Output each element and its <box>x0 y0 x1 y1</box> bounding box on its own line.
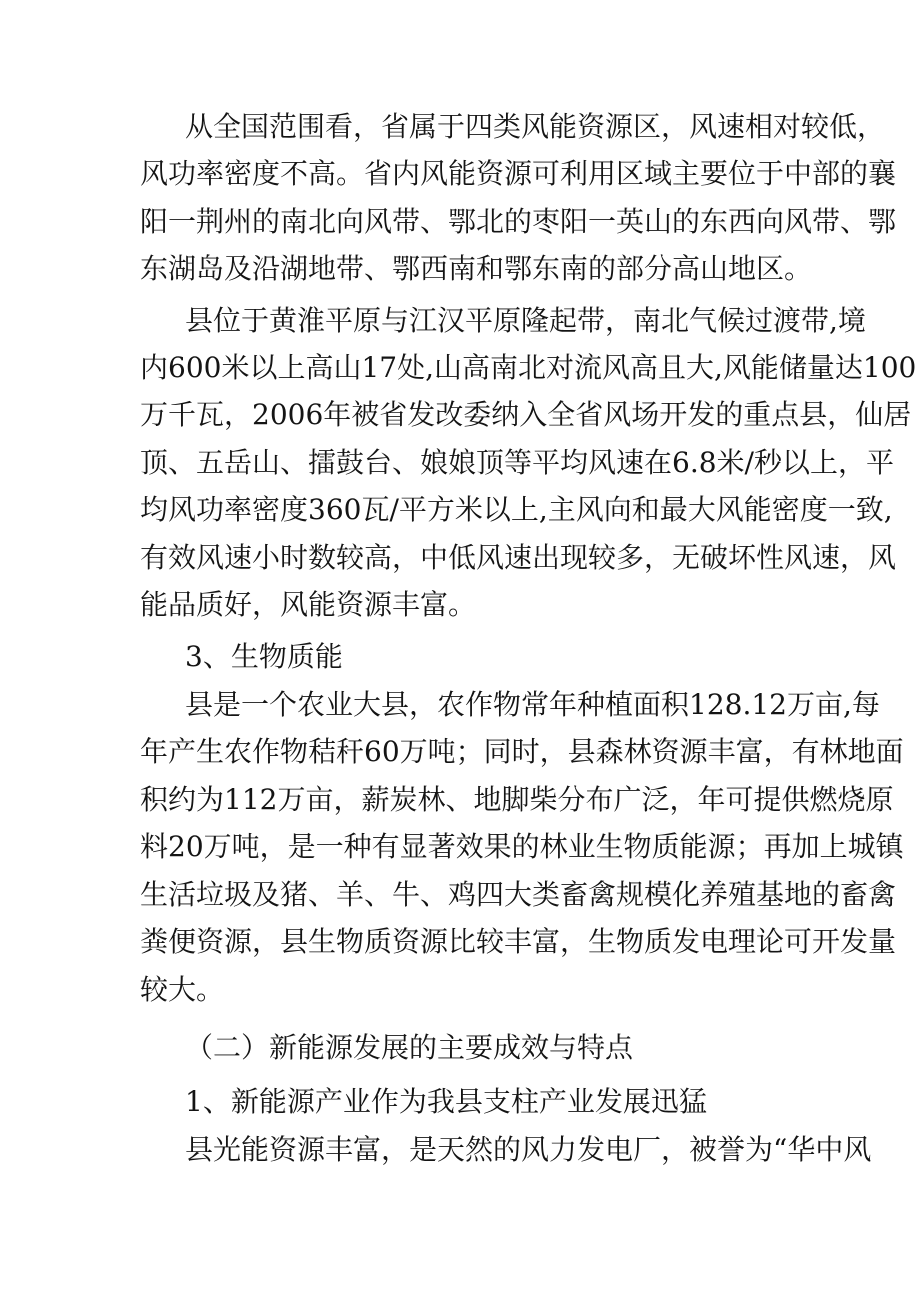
paragraph-line: 从全国范围看，省属于四类风能资源区，风速相对较低， <box>185 110 886 143</box>
paragraph-line: 东湖岛及沿湖地带、鄂西南和鄂东南的部分高山地区。 <box>140 252 813 285</box>
section-heading-achievements: （二）新能源发展的主要成效与特点 <box>185 1031 634 1064</box>
paragraph-line: 万千瓦，2006年被省发改委纳入全省风场开发的重点县，仙居 <box>140 398 912 431</box>
paragraph-line: 较大。 <box>140 973 225 1006</box>
paragraph-line: 内600米以上高山17处,山高南北对流风高且大,风能储量达100 <box>140 351 917 384</box>
paragraph-line: 能品质好，风能资源丰富。 <box>140 588 477 621</box>
paragraph-line: 生活垃圾及猪、羊、牛、鸡四大类畜禽规模化养殖基地的畜禽 <box>140 878 897 911</box>
paragraph-line: 均风功率密度360瓦/平方米以上,主风向和最大风能密度一致, <box>140 493 893 526</box>
item-heading-industry: 1、新能源产业作为我县支柱产业发展迅猛 <box>185 1085 707 1118</box>
paragraph-line: 有效风速小时数较高，中低风速出现较多，无破坏性风速，风 <box>140 541 897 574</box>
section-heading-biomass: 3、生物质能 <box>185 640 343 673</box>
paragraph-line: 县位于黄淮平原与江汉平原隆起带，南北气候过渡带,境 <box>185 304 866 337</box>
paragraph-line: 顶、五岳山、擂鼓台、娘娘顶等平均风速在6.8米/秒以上，平 <box>140 446 894 479</box>
paragraph-line: 积约为112万亩，薪炭林、地脚柴分布广泛，年可提供燃烧原 <box>140 783 894 816</box>
paragraph-line: 料20万吨，是一种有显著效果的林业生物质能源；再加上城镇 <box>140 830 904 863</box>
paragraph-line: 粪便资源，县生物质资源比较丰富，生物质发电理论可开发量 <box>140 925 897 958</box>
paragraph-line: 风功率密度不高。省内风能资源可利用区域主要位于中部的襄 <box>140 157 897 190</box>
paragraph-line: 县是一个农业大县，农作物常年种植面积128.12万亩,每 <box>185 688 880 721</box>
paragraph-line: 县光能资源丰富，是天然的风力发电厂，被誉为“华中风 <box>185 1133 872 1166</box>
paragraph-line: 阳一荆州的南北向风带、鄂北的枣阳一英山的东西向风带、鄂 <box>140 205 897 238</box>
paragraph-line: 年产生农作物秸秆60万吨；同时，县森林资源丰富，有林地面 <box>140 735 904 768</box>
